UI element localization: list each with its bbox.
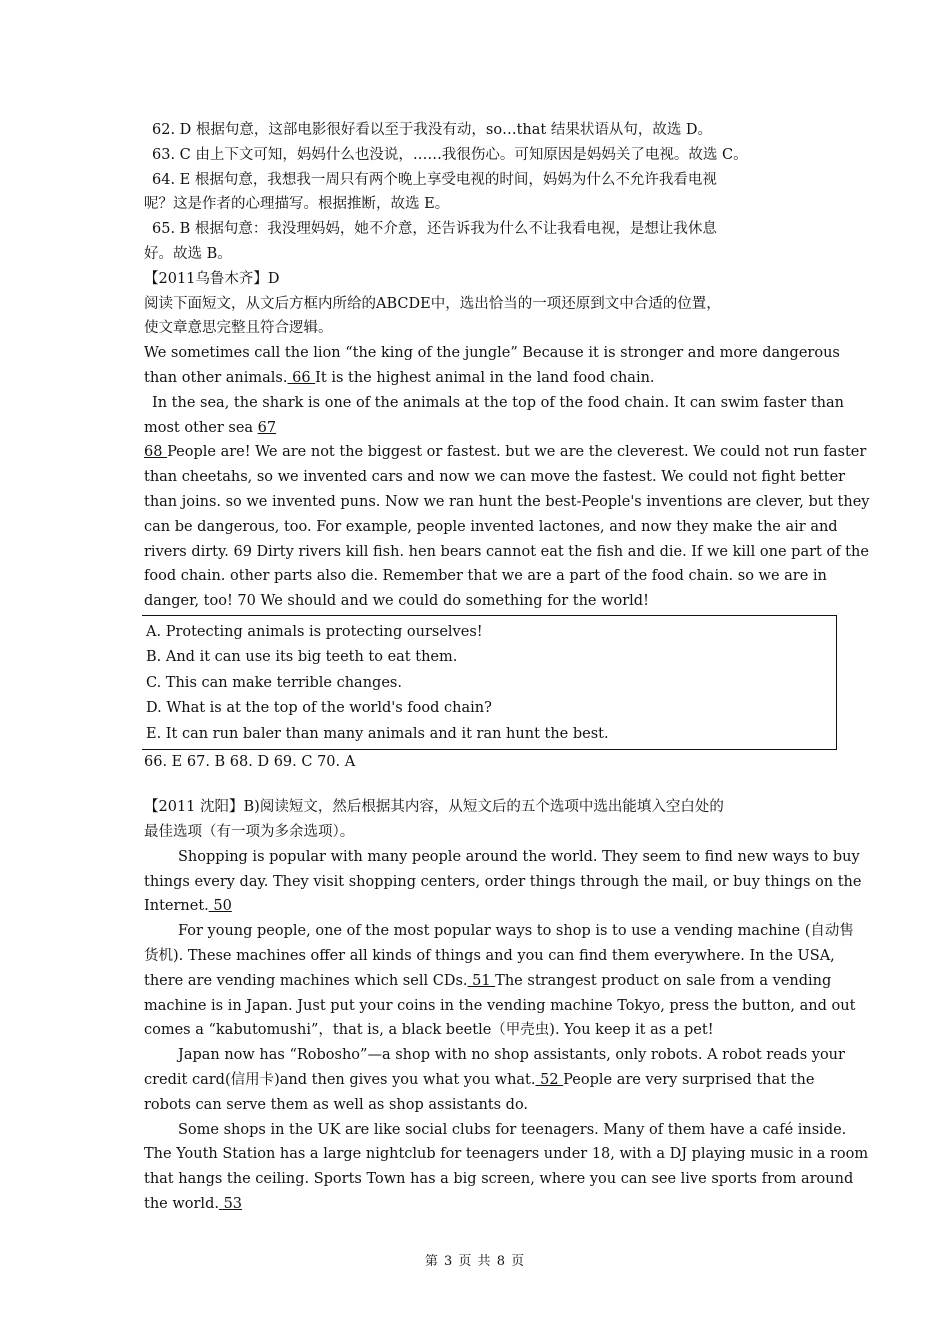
- passage2-line: [144, 1068, 815, 1093]
- answer-63: 63. C 由上下文可知，妈妈什么也没说，……我很伤心。可知原因是妈妈关了电视。故选 C。: [152, 146, 748, 163]
- section1-heading: 【2011乌鲁木齐】D: [144, 270, 280, 287]
- spacer: [144, 775, 808, 795]
- blank-66: 66: [287, 369, 316, 386]
- answer-65-line1: 65. B 根据句意：我没理妈妈，她不介意，还告诉我为什么不让我看电视，是想让我休息: [152, 221, 717, 238]
- section2-heading-1: 【2011 沈阳】B)阅读短文，然后根据其内容，从短文后的五个选项中选出能填入空白处的: [144, 799, 724, 816]
- passage2-line: [144, 1192, 808, 1217]
- passage2-line: For young people, one of the most popular ways to shop is to use a vending machine (自动售: [178, 923, 854, 940]
- answer-64-line1: 64. E 根据句意，我想我一周只有两个晚上享受电视的时间，妈妈为什么不允许我看电视: [152, 171, 717, 188]
- passage1-line: danger, too! 70 We should and we could do something for the world!: [144, 593, 649, 610]
- passage2-line: [144, 894, 808, 919]
- passage-text: The strangest product on sale from a vending: [495, 972, 832, 989]
- passage1-line: than joins. so we invented puns. Now we ran hunt the best-People's inventions are clever, but they: [144, 493, 870, 510]
- blank-50: 50: [208, 898, 232, 915]
- passage1-line: [144, 416, 808, 441]
- passage1-line: In the sea, the shark is one of the animals at the top of the food chain. It can swim faster than: [152, 394, 844, 411]
- passage2-line: comes a “kabutomushi”，that is, a black beetle（甲壳虫). You keep it as a pet!: [144, 1022, 714, 1039]
- blank-68: 68: [144, 444, 168, 461]
- answer-62: 62. D 根据句意，这部电影很好看以至于我没有动，so…that 结果状语从句，故选 D。: [152, 122, 713, 138]
- option-b: B. And it can use its big teeth to eat them.: [146, 649, 458, 666]
- option-c: C. This can make terrible changes.: [146, 674, 402, 691]
- passage2-line: Shopping is popular with many people around the world. They seem to find new ways to buy: [178, 848, 860, 865]
- section1-instruction-2: 使文章意思完整且符合逻辑。: [144, 320, 333, 337]
- passage2-line: that hangs the ceiling. Sports Town has a big screen, where you can see live sports from around: [144, 1171, 854, 1188]
- passage-text: there are vending machines which sell CDs.: [144, 972, 468, 989]
- section2-heading-2: 最佳选项（有一项为多余选项）。: [144, 824, 355, 841]
- passage1-line: can be dangerous, too. For example, people invented lactones, and now they make the air and: [144, 518, 838, 535]
- passage-text: the world.: [144, 1195, 219, 1212]
- answer-64-line2: 呢？这是作者的心理描写。根据推断，故选 E。: [144, 196, 450, 213]
- passage1-line: [144, 440, 867, 465]
- option-e: E. It can run baler than many animals and it ran hunt the best.: [146, 725, 609, 742]
- passage-text: most other sea: [144, 419, 258, 436]
- passage2-line: Some shops in the UK are like social clubs for teenagers. Many of them have a café inside.: [178, 1121, 847, 1138]
- passage2-line: 货机). These machines offer all kinds of things and you can find them everywhere. In the USA,: [144, 948, 835, 965]
- passage-text: People are! We are not the biggest or fastest. but we are the cleverest. We could not run faster: [167, 444, 867, 461]
- passage1-line: food chain. other parts also die. Remember that we are a part of the food chain. so we are in: [144, 568, 827, 585]
- passage2-line: Japan now has “Robosho”—a shop with no shop assistants, only robots. A robot reads your: [178, 1047, 845, 1064]
- section1-instruction-1: 阅读下面短文，从文后方框内所给的ABCDE中，选出恰当的一项还原到文中合适的位置，: [144, 295, 721, 312]
- options-box: [142, 615, 837, 751]
- passage1-line: than cheetahs, so we invented cars and now we can move the fastest. We could not fight better: [144, 469, 846, 486]
- answer-65-line2: 好。故选 B。: [144, 245, 232, 262]
- blank-67: 67: [257, 419, 277, 436]
- passage-text: It is the highest animal in the land food chain.: [315, 369, 655, 386]
- blank-51: 51: [467, 972, 496, 989]
- passage-text: credit card(信用卡)and then gives you what you what.: [144, 1072, 536, 1088]
- page-footer: 第 3 页 共 8 页: [424, 1254, 526, 1269]
- passage2-line: machine is in Japan. Just put your coins in the vending machine Tokyo, press the button, and out: [144, 997, 856, 1014]
- passage2-line: The Youth Station has a large nightclub for teenagers under 18, with a DJ playing music in a room: [144, 1146, 869, 1163]
- passage-text: Internet.: [144, 898, 209, 915]
- page-content: [144, 118, 870, 1217]
- option-d: D. What is at the top of the world's food chain?: [146, 700, 492, 717]
- blank-52: 52: [535, 1072, 564, 1088]
- passage2-line: things every day. They visit shopping centers, order things through the mail, or buy things on the: [144, 873, 862, 890]
- passage1-line: We sometimes call the lion “the king of the jungle” Because it is stronger and more dangerous: [144, 345, 840, 362]
- blank-53: 53: [218, 1195, 243, 1212]
- passage2-line: [144, 969, 832, 994]
- passage2-line: robots can serve them as well as shop assistants do.: [144, 1096, 529, 1113]
- passage-text: People are very surprised that the: [563, 1072, 815, 1088]
- option-a: A. Protecting animals is protecting ourselves!: [146, 623, 483, 640]
- passage1-line: [144, 366, 808, 391]
- passage-text: than other animals.: [144, 369, 288, 386]
- passage1-line: rivers dirty. 69 Dirty rivers kill fish. hen bears cannot eat the fish and die. If we kill one part of the: [144, 543, 869, 560]
- section1-answers: 66. E 67. B 68. D 69. C 70. A: [144, 754, 356, 771]
